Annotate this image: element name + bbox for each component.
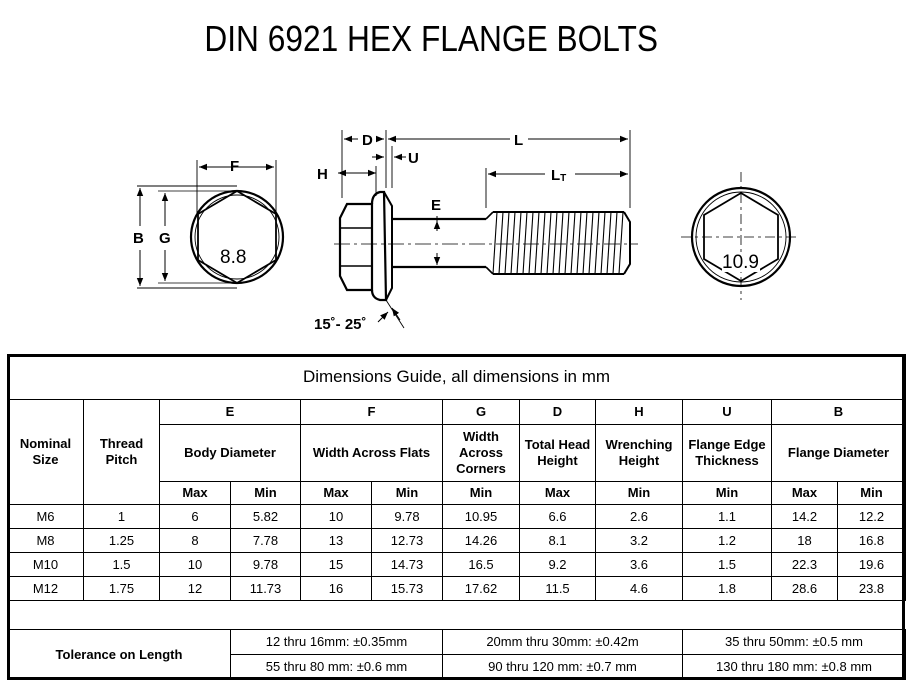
sub-e-max: Max — [160, 482, 231, 505]
cell: 18 — [772, 529, 838, 553]
label-f: F — [230, 158, 240, 175]
header-thread-pitch: Thread Pitch — [84, 400, 160, 505]
dimensions-table — [7, 354, 906, 680]
cell: 1.8 — [683, 577, 772, 601]
header-wrenching-height: Wrenching Height — [596, 425, 683, 482]
header-letter-u: U — [683, 400, 772, 425]
cell: 6 — [160, 505, 231, 529]
cell: 1.2 — [683, 529, 772, 553]
cell: 8.1 — [520, 529, 596, 553]
cell: 6.6 — [520, 505, 596, 529]
tolerance-cell: 20mm thru 30mm: ±0.42m — [443, 630, 683, 655]
cell: M8 — [8, 529, 84, 553]
page-title: DIN 6921 HEX FLANGE BOLTS — [204, 18, 659, 59]
tolerance-cell: 35 thru 50mm: ±0.5 mm — [683, 630, 906, 655]
table-row — [8, 577, 906, 601]
cell: 1.5 — [683, 553, 772, 577]
cell: 10 — [160, 553, 231, 577]
cell: 4.6 — [596, 577, 683, 601]
cell: 16.5 — [443, 553, 520, 577]
header-letter-e: E — [160, 400, 301, 425]
header-letter-b: B — [772, 400, 906, 425]
sub-h-min: Min — [596, 482, 683, 505]
cell: 13 — [301, 529, 372, 553]
label-h: H — [317, 166, 328, 183]
cell: 1.5 — [84, 553, 160, 577]
angle-label: 15˚- 25˚ — [314, 316, 367, 333]
grade-10-9: 10.9 — [722, 252, 759, 273]
cell: 3.2 — [596, 529, 683, 553]
cell: 9.78 — [231, 553, 301, 577]
cell: 8 — [160, 529, 231, 553]
cell: 28.6 — [772, 577, 838, 601]
table-row — [8, 553, 906, 577]
sub-u-min: Min — [683, 482, 772, 505]
header-letter-f: F — [301, 400, 443, 425]
cell: 22.3 — [772, 553, 838, 577]
cell: 1 — [84, 505, 160, 529]
header-width-across-flats: Width Across Flats — [301, 425, 443, 482]
header-total-head-height: Total Head Height — [520, 425, 596, 482]
cell: 11.5 — [520, 577, 596, 601]
cell: M12 — [8, 577, 84, 601]
cell: 1.75 — [84, 577, 160, 601]
header-letter-h: H — [596, 400, 683, 425]
header-letter-d: D — [520, 400, 596, 425]
sub-g-min: Min — [443, 482, 520, 505]
cell: 15 — [301, 553, 372, 577]
header-width-across-corners: Width Across Corners — [443, 425, 520, 482]
sub-b-min: Min — [838, 482, 906, 505]
tolerance-cell: 12 thru 16mm: ±0.35mm — [231, 630, 443, 655]
label-lt: LT — [551, 167, 567, 184]
cell: 5.82 — [231, 505, 301, 529]
cell: 16.8 — [838, 529, 906, 553]
cell: 23.8 — [838, 577, 906, 601]
cell: 14.26 — [443, 529, 520, 553]
cell: 9.2 — [520, 553, 596, 577]
cell: 3.6 — [596, 553, 683, 577]
spacer-row — [8, 601, 906, 630]
cell: 12 — [160, 577, 231, 601]
tolerance-label: Tolerance on Length — [8, 630, 231, 680]
header-body-diameter: Body Diameter — [160, 425, 301, 482]
tolerance-cell: 90 thru 120 mm: ±0.7 mm — [443, 655, 683, 680]
cell: 1.25 — [84, 529, 160, 553]
sub-f-max: Max — [301, 482, 372, 505]
label-u: U — [408, 150, 419, 167]
table-row — [8, 505, 906, 529]
header-letter-g: G — [443, 400, 520, 425]
cell: 10.95 — [443, 505, 520, 529]
cell: M6 — [8, 505, 84, 529]
label-b: B — [133, 230, 144, 247]
cell: 14.73 — [372, 553, 443, 577]
label-g: G — [159, 230, 171, 247]
sub-f-min: Min — [372, 482, 443, 505]
cell: 11.73 — [231, 577, 301, 601]
sub-e-min: Min — [231, 482, 301, 505]
cell: M10 — [8, 553, 84, 577]
cell: 9.78 — [372, 505, 443, 529]
cell: 17.62 — [443, 577, 520, 601]
head-view-left — [137, 160, 283, 288]
cell: 10 — [301, 505, 372, 529]
header-nominal-size: Nominal Size — [8, 400, 84, 505]
cell: 12.73 — [372, 529, 443, 553]
head-view-right — [681, 172, 800, 300]
table-row — [8, 529, 906, 553]
cell: 15.73 — [372, 577, 443, 601]
grade-8-8: 8.8 — [220, 247, 247, 268]
cell: 12.2 — [838, 505, 906, 529]
label-d: D — [362, 132, 373, 149]
cell: 14.2 — [772, 505, 838, 529]
cell: 1.1 — [683, 505, 772, 529]
cell: 7.78 — [231, 529, 301, 553]
header-flange-diameter: Flange Diameter — [772, 425, 906, 482]
label-e: E — [431, 197, 442, 214]
tolerance-cell: 55 thru 80 mm: ±0.6 mm — [231, 655, 443, 680]
sub-b-max: Max — [772, 482, 838, 505]
cell: 16 — [301, 577, 372, 601]
tolerance-cell: 130 thru 180 mm: ±0.8 mm — [683, 655, 906, 680]
label-l: L — [514, 132, 524, 149]
cell: 2.6 — [596, 505, 683, 529]
bolt-side-view — [334, 130, 638, 328]
header-flange-edge-thickness: Flange Edge Thickness — [683, 425, 772, 482]
sub-d-max: Max — [520, 482, 596, 505]
table-caption: Dimensions Guide, all dimensions in mm — [8, 355, 906, 400]
cell: 19.6 — [838, 553, 906, 577]
